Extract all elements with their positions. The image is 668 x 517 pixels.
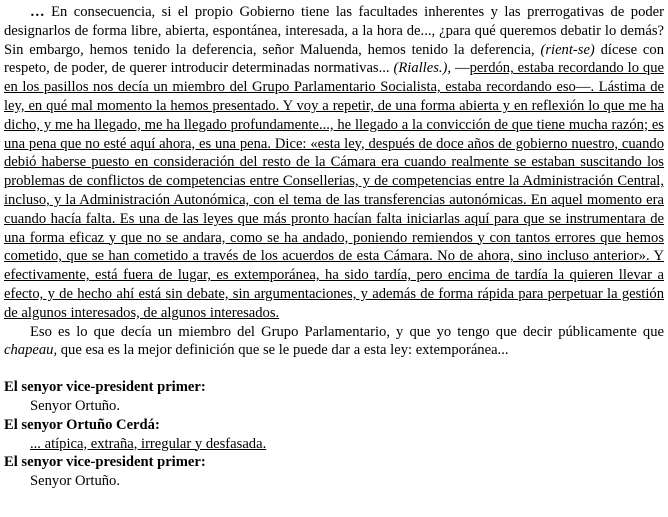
speaker-reply bbox=[4, 435, 664, 454]
speaker-name: El senyor vice-president primer: bbox=[4, 454, 206, 471]
text-run: (rient-se) bbox=[540, 41, 595, 58]
speaker-name: El senyor Ortuño Cerdá: bbox=[4, 416, 160, 433]
text-run: — bbox=[451, 60, 470, 77]
text-run: En consecuencia, si el propio Gobierno tiene las facultades inherentes y las prerrogativas de poder designarlos de forma libre, abierta, espontánea, interesada, a la hora de..., ¿para qué queremos debatir lo demás? Sin embargo, hemos tenido la deferencia, señor Maluenda, hemos tenido la deferencia, bbox=[4, 4, 665, 58]
speaker-name: El senyor vice-president primer: bbox=[4, 379, 206, 396]
text-run: chapeau, bbox=[4, 342, 58, 359]
speaker-reply bbox=[4, 397, 664, 416]
paragraph bbox=[4, 323, 664, 361]
text-run: Eso es lo que decía un miembro del Grupo Parlamentario, y que yo tengo que decir públicamente que bbox=[30, 323, 664, 340]
text-run: (Rialles.), bbox=[393, 60, 452, 77]
text-run: dícese con respeto, de poder, de querer introducir determinadas normativas... bbox=[4, 41, 664, 77]
text-run: que esa es la mejor definición que se le puede dar a esta ley: extemporánea... bbox=[57, 342, 509, 359]
speaker-exchange bbox=[4, 378, 664, 491]
text-run: … bbox=[30, 4, 52, 20]
text-run: perdón, estaba recordando lo que en los pasillos nos decía un miembro del Grupo Parlamentario Socialista, estaba recordando eso—. Lástima de ley, en qué mal momento la hemos presentado. Y voy a repetir, de una forma abierta y en reflexión lo que me ha dicho, y me ha llegado, me ha llegado profundamente..., he llegado a la convicción de que tiene mucha razón; es una pena que no esté aquí ahora, es una pena. Dice: «esta ley, después de doce años de gobierno nuestro, cuando debió haberse puesto en consideración del resto de la Cámara era cuando realmente se estaban suscitando los problemas de conflictos de competencias entre Consellerias, y de competencias entre la Administración Central, incluso, y la Administración Autonómica, con el tema de las transferencias autonómicas. En aquel momento era cuando hacía falta. Es una de las leyes que más pronto hacían falta iniciarlas aquí para que se instrumentara de una forma eficaz y que no se andara, como se ha andado, poniendo remiendos y con tantos errores que hemos cometido, que se han cometido a través de los acuerdos de esta Cámara. No de ahora, sino incluso anterior». Y efectivamente, está fuera de lugar, es extemporánea, ha sido tardía, pero encima de tardía la quieren llevar a efecto, y de hecho ahí está sin debate, sin argumentaciones, y además de forma rápida para perpetuar la gestión de algunos interesados, de algunos interesados. bbox=[4, 60, 664, 321]
reply-text: ... atípica, extraña, irregular y desfasada. bbox=[30, 435, 267, 452]
reply-text: Senyor Ortuño. bbox=[30, 397, 120, 414]
speaker-reply bbox=[4, 472, 664, 491]
paragraph bbox=[4, 3, 664, 323]
document-body bbox=[4, 3, 664, 360]
reply-text: Senyor Ortuño. bbox=[30, 473, 120, 490]
